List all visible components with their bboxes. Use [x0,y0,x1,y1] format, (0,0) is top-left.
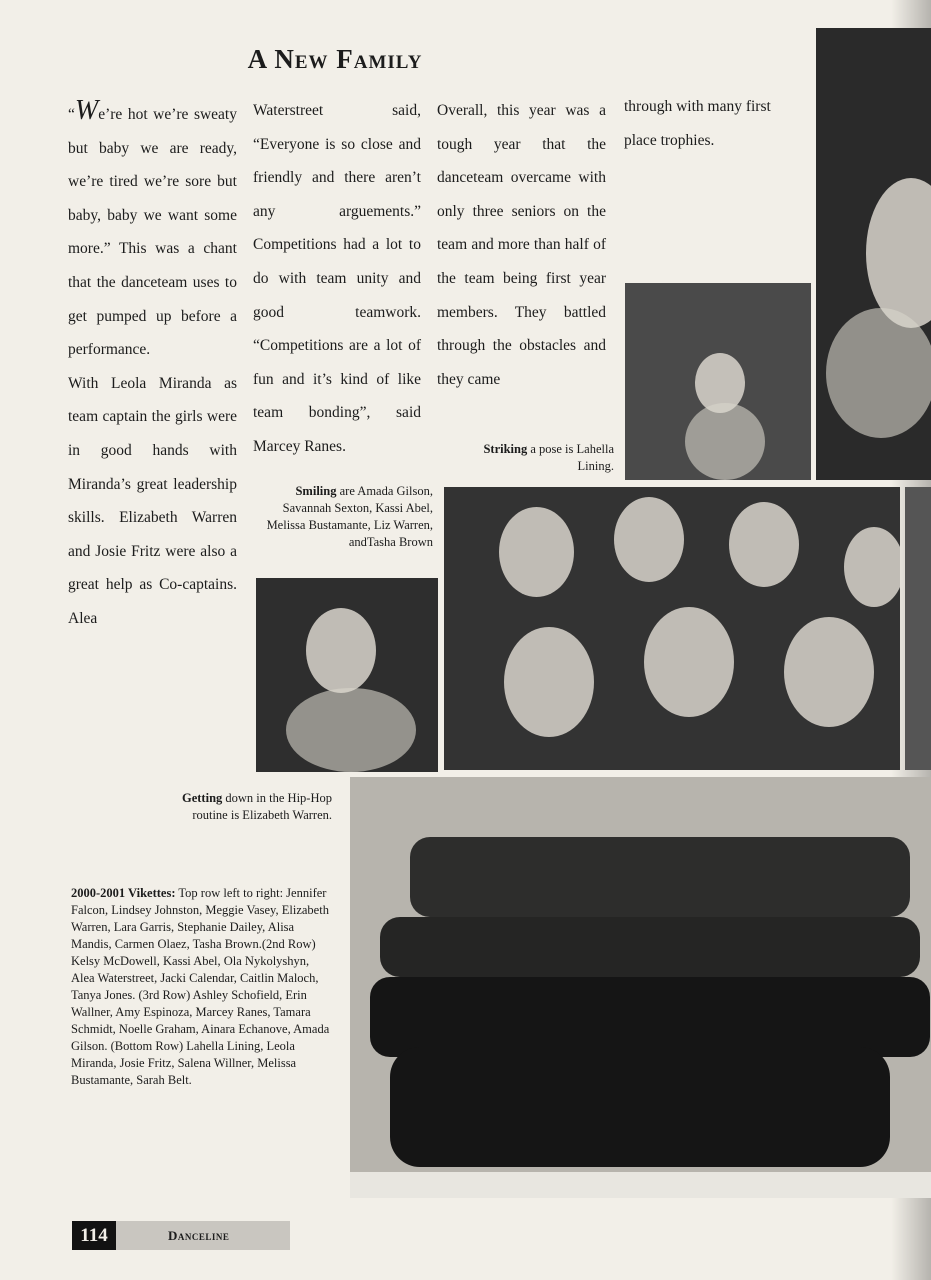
article-column-3 [437,94,606,396]
section-name: Danceline [116,1221,290,1250]
article-column-2 [253,94,421,464]
photo-hip-hop-routine [256,578,438,772]
caption-striking [480,441,614,475]
caption-lead: Getting [182,791,223,805]
photo-dancer-closeup-right [816,28,931,480]
article-paragraph-2: With Leola Miranda as team captain the girls were in good hands with Miranda’s great leadership skills. Elizabeth Warren and Josie Fritz were also a great help as Co-captains. Alea [68,374,237,627]
caption-lead: Smiling [295,484,337,498]
caption-text: down in the Hip-Hop routine is Elizabeth Warren. [192,791,332,822]
page-number: 114 [72,1221,116,1250]
photo-team-group [350,777,931,1198]
caption-lead: 2000-2001 Vikettes: [71,886,176,900]
caption-smiling [265,483,433,551]
photo-smiling-group [444,487,900,770]
caption-text: Top row left to right: Jennifer Falcon, Lindsey Johnston, Meggie Vasey, Elizabeth Warren, Lara Garris, Stephanie Dailey, Alisa Mandis, Carmen Olaez, Tasha Brown.(2nd Row) Kelsy McDowell, Kassi Abel, Ola Nykolyshyn, Alea Waterstreet, Jacki Calendar, Caitlin Maloch, Tanya Jones. (3rd Row) Ashley Schofield, Erin Wallner, Amy Espinoza, Marcey Ranes, Tamara Schmidt, Noelle Graham, Ainara Echanove, Amada Gilson. (Bottom Row) Lahella Lining, Leola Miranda, Josie Fritz, Salena Willner, Melissa Bustamante, Sarah Belt. [71,886,330,1087]
photo-striking-pose [625,283,811,480]
caption-text: are Amada Gilson, Savannah Sexton, Kassi Abel, Melissa Bustamante, Liz Warren, andTasha Brown [266,484,433,549]
article-text: Overall, this year was a tough year that the danceteam overcame with only three seniors on the team and more than half of the team being first year members. They battled through the obstacles and they came [437,102,606,388]
article-column-1 [68,94,237,636]
page-title: A New Family [247,44,423,74]
article-text: through with many first place trophies. [624,98,771,149]
photo-smiling-group-edge [905,487,931,770]
article-text: e’re hot we’re sweaty but baby we are ready, we’re tired we’re sore but baby, baby we want some more.” This was a chant that the danceteam uses to get pumped up before a performance. [68,106,237,359]
article-column-4 [624,90,804,157]
drop-cap: W [74,95,99,126]
caption-team-roster [71,885,333,1089]
open-quote: “ [68,106,75,123]
caption-getting-down [160,790,332,824]
article-text: Waterstreet said, “Everyone is so close and friendly and there aren’t any arguements.” Competitions had a lot to do with team unity and good teamwork. “Competitions are a lot of fun and it’s kind of like team bonding”, said Marcey Ranes. [253,102,421,455]
caption-lead: Striking [483,442,528,456]
article-paragraph-1 [68,94,237,367]
caption-text: a pose is Lahella Lining. [527,442,614,473]
